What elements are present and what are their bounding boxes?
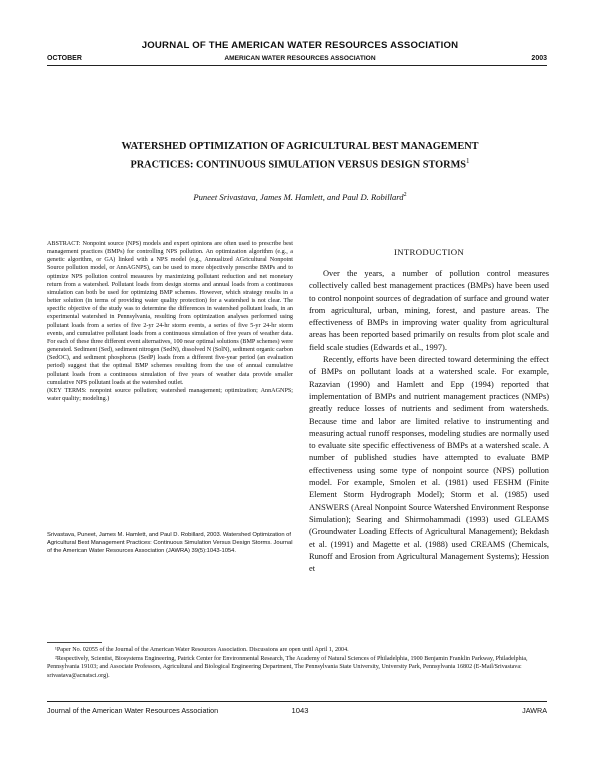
article-title — [60, 139, 540, 172]
title-footnote-mark: 1 — [466, 157, 470, 165]
intro-paragraph-1: Over the years, a number of pollution control measures collectively called best management practices (BMPs) have been used to control nonpoint sources of degradation of surface and ground water from agricultural, urban, mining, forest, and pasture areas. The effectiveness of BMPs in improving water quality from agricultural areas has been reported based primarily on results from plot scale and field scale studies (Edwards et al., 1997). — [309, 269, 549, 352]
footer-abbreviation: JAWRA — [522, 706, 547, 715]
header-rule — [47, 65, 547, 66]
running-head-month: OCTOBER — [47, 55, 82, 62]
key-terms: (KEY TERMS: nonpoint source pollution; watershed management; optimization; AnnAGNPS; water quality; modeling.) — [47, 387, 293, 402]
title-line-1: WATERSHED OPTIMIZATION OF AGRICULTURAL BEST MANAGEMENT — [121, 141, 479, 152]
introduction-heading: INTRODUCTION — [393, 247, 465, 257]
footnote-1: ¹Paper No. 02055 of the Journal of the American Water Resources Association. Discussions are open until April 1, 2004. — [55, 647, 349, 653]
running-head-year: 2003 — [531, 55, 547, 62]
intro-paragraph-2: Recently, efforts have been directed toward determining the effect of BMPs on pollutant loads at a watershed scale. For example, Razavian (1990) and Hamlett and Epp (1994) reported that implementation of BMPs and nutrient management practices (NMPs) greatly reduce losses of nutrients and sediment from watersheds. Because time and labor are limited relative to instrumenting and measuring actual runoff responses, modeling studies are normally used to evaluate site specific effectiveness of BMPs at a watershed scale. A number of published studies have attempted to evaluate BMP effectiveness using some type of nonpoint source (NPS) pollution model. For example, Smolen et al. (1981) used FESHM (Finite Element Storm Hydrograph Model); Storm et al. (1985) used ANSWERS (Areal Nonpoint Source Watershed Environment Response Simulation); Searing and Shirmohammadi (1993) used GLEAMS (Groundwater Loading Effects of Agricultural Management); Bekdash et al. (1991) and Magette et al. (1988) used CREAMS (Chemicals, Runoff and Erosion from Agricultural Management Systems); Hession et — [309, 355, 549, 574]
title-line-2-text: PRACTICES: CONTINUOUS SIMULATION VERSUS DESIGN STORMS — [130, 159, 467, 171]
abstract — [47, 240, 293, 403]
footer-rule — [47, 701, 547, 702]
running-head-journal: JOURNAL OF THE AMERICAN WATER RESOURCES ASSOCIATION — [141, 40, 459, 51]
page-number: 1043 — [291, 706, 309, 715]
abstract-text: ABSTRACT: Nonpoint source (NPS) models and expert opinions are often used to prescribe best management practices (BMPs) for controlling NPS pollution. An optimization algorithm (e.g., a genetic algorithm, or GA) linked with a NPS model (e.g., Annualized AGricultural Nonpoint Source pollution model, or AnnAGNPS), can be used to more objectively prescribe BMPs and to optimize NPS pollution control measures by maximizing pollutant reduction and net monetary return from a watershed. Pollutant loads from design storms and annual loads from a continuous simulation can both be used for optimizing BMP schemes. However, which strategy results in a better solution (in terms of providing water quality protection) for a watershed is not clear. The specific objective of the study was to determine the differences in watershed pollutant loads, in an experimental watershed in Pennsylvania, resulting from optimization analyses performed using pollutant loads from a series of five 2-yr 24-hr storm events, a series of five 5-yr 24-hr storm events, and cumulative pollutant loads from a continuous simulation of five years of weather data. For each of these three different event alternatives, 100 near optimal solutions (BMP schemes) were generated. Sediment (Sed), sediment nitrogen (SedN), dissolved N (SolN), sediment organic carbon (SedOC), and sediment phosphorus (SedP) loads from a different five-year period (an evaluation period) suggest that the optimal BMP schemes resulting from the use of annual cumulative pollutant loads from a continuous simulation of five years of weather data provide smaller cumulative NPS pollutant loads at the watershed outlet. — [47, 241, 293, 386]
author-list — [0, 192, 600, 202]
authors-footnote-mark: 2 — [403, 192, 407, 199]
citation: Srivastava, Puneet, James M. Hamlett, and Paul D. Robillard, 2003. Watershed Optimization of Agricultural Best Management Practices: Continuous Simulation Versus Design Storms. Journal of the American Water Resources Association (JAWRA) 39(5):1043-1054. — [47, 532, 293, 555]
footnotes — [47, 646, 549, 680]
footnote-2: ²Respectively, Scientist, Biosystems Engineering, Patrick Center for Environmental Research, The Academy of Natural Sciences of Philadelphia, 1900 Benjamin Franklin Parkway, Philadelphia, Pennsylvania 19103; and Associate Professors, Agricultural and Biological Engineering Department, The Pennsylvania State University, University Park, Pennsylvania 16802 (E-Mail/Srivastava: srivastava@acnatsci.org). — [47, 655, 528, 679]
footer-journal: Journal of the American Water Resources Association — [47, 706, 219, 715]
footnote-rule — [47, 642, 102, 643]
title-line-2 — [60, 154, 540, 172]
running-head-association: AMERICAN WATER RESOURCES ASSOCIATION — [224, 55, 376, 62]
authors-text: Puneet Srivastava, James M. Hamlett, and Paul D. Robillard — [193, 192, 404, 202]
introduction-body — [309, 268, 549, 575]
